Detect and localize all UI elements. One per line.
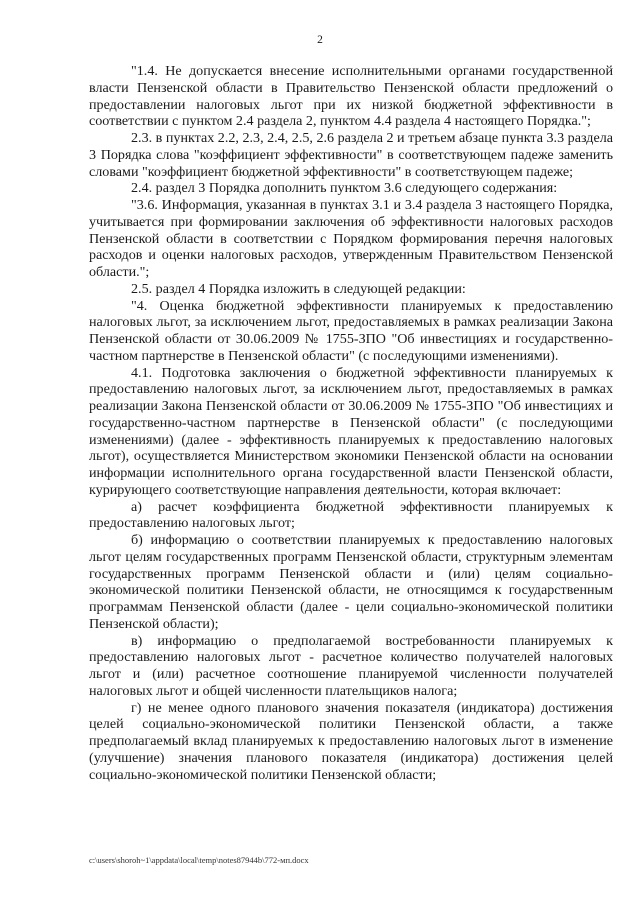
paragraph-3-6: "3.6. Информация, указанная в пунктах 3.1 и 3.4 раздела 3 настоящего Порядка, учитывается при формировании заключения об эффективности налоговых расходов Пензенской области в соответствии с Порядком формирования перечня налоговых расходов и оценки налоговых расходов, утвержденным Правительством Пензенской области."; — [89, 197, 613, 280]
page-number: 2 — [317, 34, 323, 46]
paragraph-1-4: "1.4. Не допускается внесение исполнительными органами государственной власти Пензенской области в Правительство Пензенской области предложений о предоставлении налоговых льгот при их низкой бюджетной эффективности в соответствии с пунктом 2.4 раздела 2, пунктом 4.4 раздела 4 настоящего Порядка."; — [89, 63, 613, 130]
list-item-g: г) не менее одного планового значения показателя (индикатора) достижения целей социально-экономической политики Пензенской области, а также предполагаемый вклад планируемых к предоставлению налоговых льгот в изменение (улучшение) значения планового показателя (индикатора) достижения целей социально-экономической политики Пензенской области; — [89, 699, 613, 783]
paragraph-2-4: 2.4. раздел 3 Порядка дополнить пунктом 3.6 следующего содержания: — [131, 180, 558, 197]
list-item-a: а) расчет коэффициента бюджетной эффективности планируемых к предоставлению налоговых льгот; — [89, 498, 613, 532]
list-item-v: в) информацию о предполагаемой востребованности планируемых к предоставлению налоговых льгот - расчетное количество получателей налоговых льгот и (или) расчетное соотношение планируемой численности получателей налоговых льгот и общей численности плательщиков налога; — [89, 632, 613, 699]
list-item-b: б) информацию о соответствии планируемых к предоставлению налоговых льгот целям государственных программ Пензенской области, структурным элементам государственных программ Пензенской области и (или) целям социально-экономической политики Пензенской области, не относящимся к государственным программам Пензенской области (далее - цели социально-экономической политики Пензенской области); — [89, 532, 613, 632]
file-path-footer: c:\users\shoroh~1\appdata\local\temp\notes87944b\772-мп.docx — [89, 855, 309, 865]
section-4-heading: "4. Оценка бюджетной эффективности планируемых к предоставлению налоговых льгот, за исключением льгот, предоставляемых в рамках реализации Закона Пензенской области от 30.06.2009 № 1755-ЗПО "Об инвестициях и государственно-частном партнерстве в Пензенской области" (с последующими изменениями). — [89, 297, 613, 364]
paragraph-2-5: 2.5. раздел 4 Порядка изложить в следующей редакции: — [131, 280, 466, 297]
document-body — [89, 63, 613, 783]
paragraph-4-1: 4.1. Подготовка заключения о бюджетной эффективности планируемых к предоставлению налоговых льгот, за исключением льгот, предоставляемых в рамках реализации Закона Пензенской области от 30.06.2009 № 1755-ЗПО "Об инвестициях и государственно-частном партнерстве в Пензенской области" (с последующими изменениями) (далее - эффективность планируемых к предоставлению налоговых льгот), осуществляется Министерством экономики Пензенской области на основании информации исполнительного органа государственной власти Пензенской области, курирующего соответствующие направления деятельности, которая включает: — [89, 364, 613, 498]
paragraph-2-3: 2.3. в пунктах 2.2, 2.3, 2.4, 2.5, 2.6 раздела 2 и третьем абзаце пункта 3.3 раздела 3 Порядка слова "коэффициент эффективности" в соответствующем падеже заменить словами "коэффициент бюджетной эффективности" в соответствующем падеже; — [89, 130, 613, 180]
